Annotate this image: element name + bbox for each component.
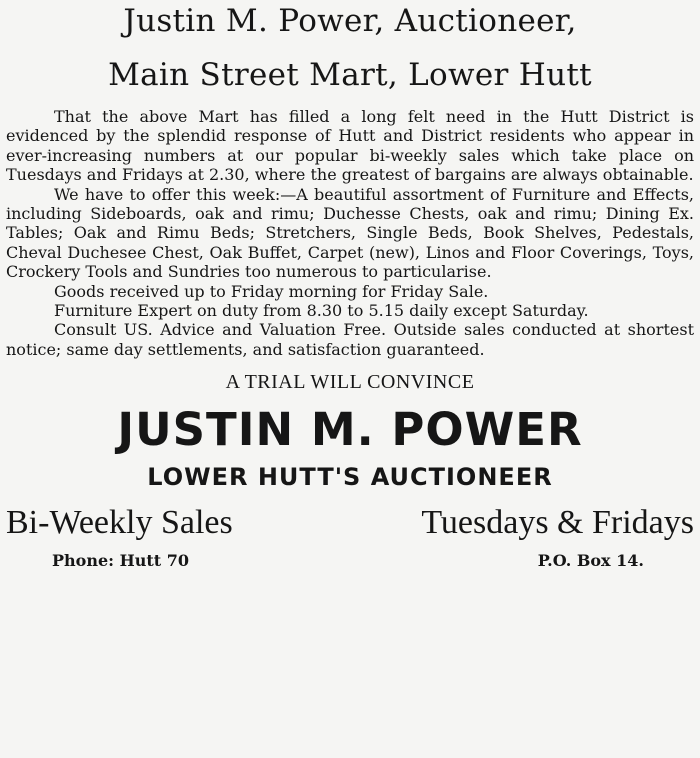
expert-paragraph: Furniture Expert on duty from 8.30 to 5.15 daily except Saturday.	[54, 301, 589, 321]
intro-paragraph: That the above Mart has filled a long felt need in the Hutt District is evidenced by the splendid response of Hutt and District residents who appear in ever-increasing numbers at our popular bi-weekly sales which take place on Tuesdays and Fridays at 2.30, where the greatest of bargains are always obtainable.	[6, 107, 694, 185]
sales-schedule	[6, 505, 694, 541]
po-box: P.O. Box 14.	[537, 551, 644, 571]
headline-auctioneer: Justin M. Power, Auctioneer,	[123, 3, 577, 39]
advertisement-body	[6, 107, 694, 359]
auctioneer-name: JUSTIN M. POWER	[117, 403, 583, 457]
bi-weekly-sales: Bi-Weekly Sales	[6, 504, 233, 542]
goods-paragraph: Goods received up to Friday morning for Friday Sale.	[54, 281, 489, 301]
auctioneer-title: LOWER HUTT'S AUCTIONEER	[147, 463, 553, 492]
contact-details	[6, 551, 694, 571]
headline-mart-location: Main Street Mart, Lower Hutt	[108, 57, 592, 93]
offer-paragraph: We have to offer this week:—A beautiful assortment of Furniture and Effects, including Sideboards, oak and rimu; Duchesse Chests, oak and rimu; Dining Ex. Tables; Oak and Rimu Beds; Stretchers, Single Beds, Book Shelves, Pedestals, Cheval Duchesee Chest, Oak Buffet, Carpet (new), Linos and Floor Coverings, Toys, Crockery Tools and Sundries too numerous to particularise.	[6, 184, 694, 282]
trial-tagline: A TRIAL WILL CONVINCE	[225, 371, 475, 394]
sale-days: Tuesdays & Fridays	[421, 504, 694, 542]
consult-paragraph: Consult US. Advice and Valuation Free. Outside sales conducted at shortest notice; same day settlements, and satisfaction guaranteed.	[6, 320, 694, 359]
phone-number: Phone: Hutt 70	[52, 551, 189, 571]
